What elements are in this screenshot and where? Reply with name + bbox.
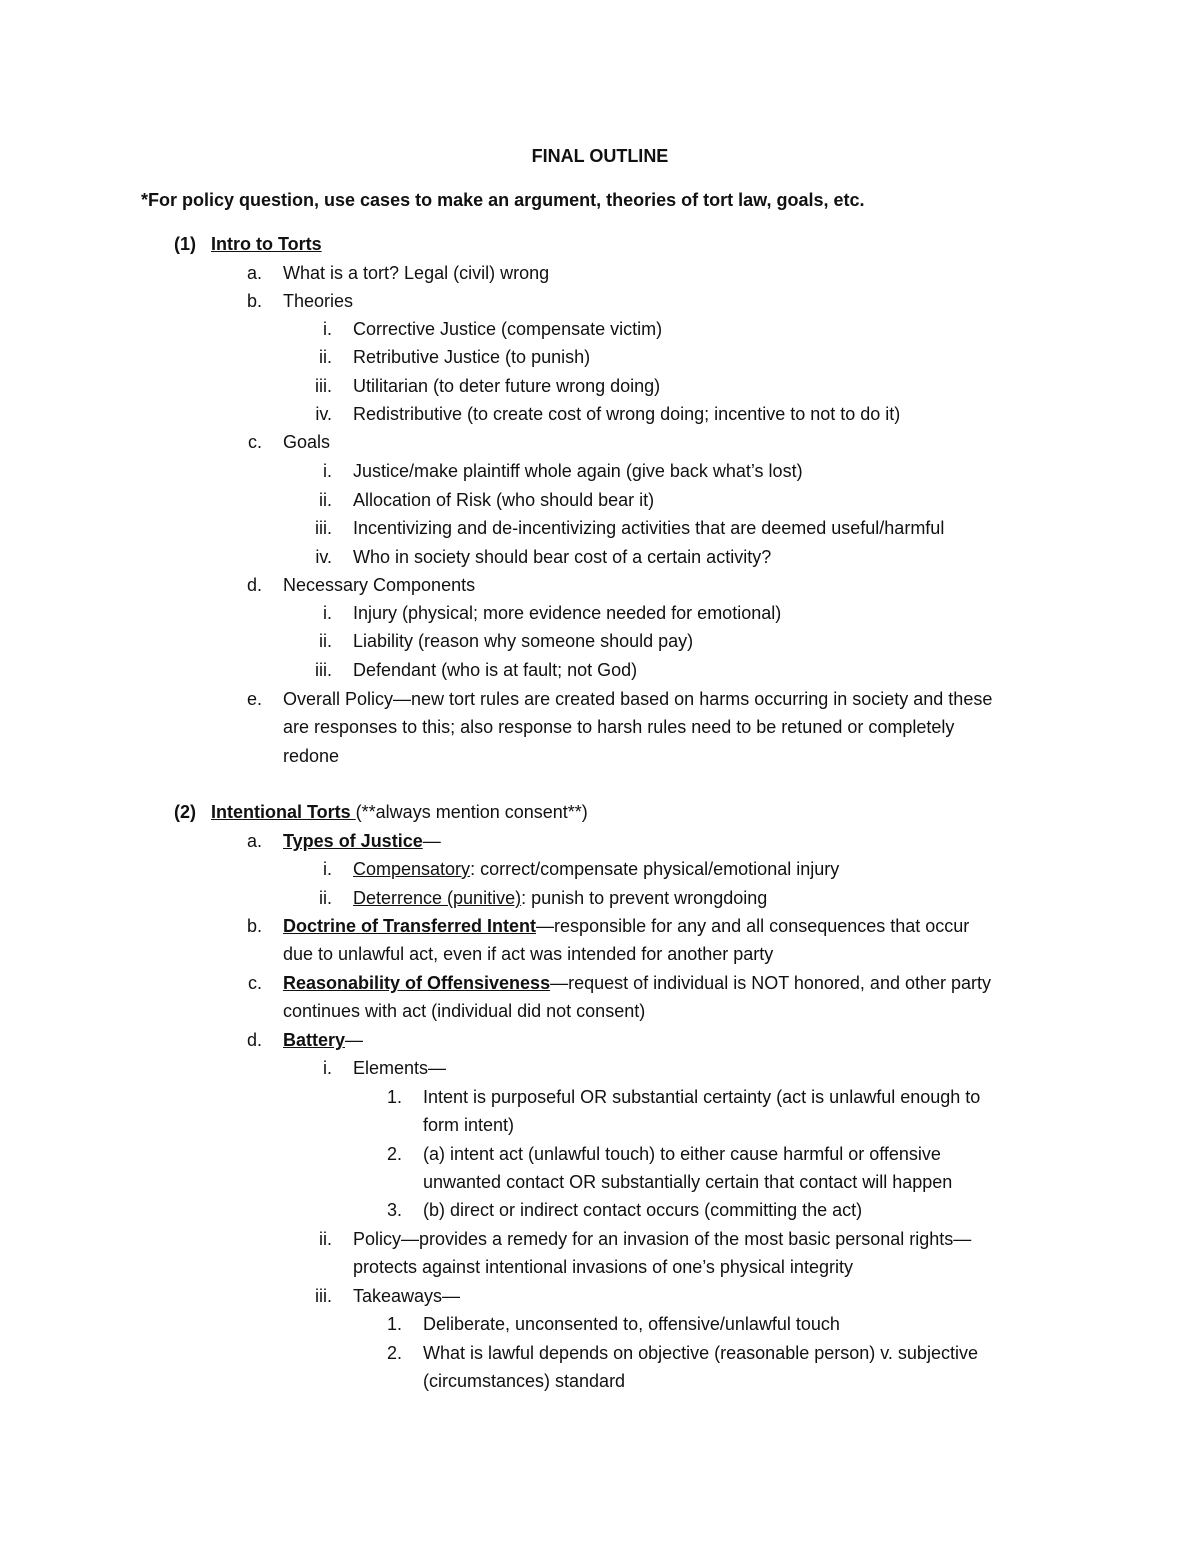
list-item: Liability (reason why someone should pay) (353, 631, 694, 651)
policy-note: *For policy question, use cases to make an argument, theories of tort law, goals, etc. (141, 190, 865, 210)
list-item: Utilitarian (to deter future wrong doing) (353, 376, 661, 396)
item-marker: a. (246, 263, 262, 283)
list-item (283, 972, 991, 994)
item-marker: i. (323, 859, 332, 879)
term-definition: —responsible for any and all consequences that occur (536, 916, 970, 936)
document-title: FINAL OUTLINE (531, 146, 669, 166)
list-item (283, 830, 441, 852)
term-label: Battery (283, 1030, 346, 1050)
term-label: Doctrine of Transferred Intent (283, 916, 537, 936)
term-dash: — (345, 1030, 364, 1050)
section-2-heading-note: (**always mention consent**) (355, 802, 588, 822)
list-item-continuation: redone (283, 746, 340, 766)
list-item: Retributive Justice (to punish) (353, 347, 591, 367)
item-marker: c. (247, 432, 262, 452)
term-definition: : punish to prevent wrongdoing (521, 888, 768, 908)
list-item: Intent is purposeful OR substantial certainty (act is unlawful enough to (423, 1087, 981, 1107)
section-2-number: (2) (174, 802, 196, 822)
item-marker: c. (247, 973, 262, 993)
list-item: Deliberate, unconsented to, offensive/unlawful touch (423, 1314, 840, 1334)
item-marker: iii. (315, 660, 332, 680)
term-label: Reasonability of Offensiveness (283, 973, 551, 993)
item-marker: i. (323, 461, 332, 481)
list-item-continuation: continues with act (individual did not consent) (283, 1001, 646, 1021)
list-item: Overall Policy—new tort rules are created based on harms occurring in society and these (283, 689, 993, 709)
list-item: Necessary Components (283, 575, 476, 595)
section-2-heading-line (211, 801, 588, 823)
list-item (283, 915, 969, 937)
list-item: Takeaways— (353, 1286, 461, 1306)
term-dash: — (422, 831, 441, 851)
term-definition: —request of individual is NOT honored, and other party (550, 973, 992, 993)
item-marker: ii. (319, 631, 332, 651)
section-1-number: (1) (174, 234, 196, 254)
item-marker: i. (323, 1058, 332, 1078)
list-item-continuation: protects against intentional invasions of one’s physical integrity (353, 1257, 853, 1277)
section-1-heading: Intro to Torts (211, 234, 322, 254)
term-label: Types of Justice (283, 831, 423, 851)
list-item: Elements— (353, 1058, 447, 1078)
list-item-continuation: unwanted contact OR substantially certain that contact will happen (423, 1172, 953, 1192)
list-item: Incentivizing and de-incentivizing activities that are deemed useful/harmful (353, 518, 945, 538)
item-marker: ii. (319, 888, 332, 908)
list-item: Goals (283, 432, 331, 452)
list-item-continuation: due to unlawful act, even if act was intended for another party (283, 944, 774, 964)
item-marker: 2. (386, 1144, 402, 1164)
item-marker: iii. (315, 376, 332, 396)
list-item-continuation: are responses to this; also response to harsh rules need to be retuned or completely (283, 717, 955, 737)
list-item: (a) intent act (unlawful touch) to either cause harmful or offensive (423, 1144, 941, 1164)
term-definition: : correct/compensate physical/emotional injury (470, 859, 840, 879)
list-item-continuation: form intent) (423, 1115, 515, 1135)
item-marker: ii. (319, 347, 332, 367)
list-item: (b) direct or indirect contact occurs (committing the act) (423, 1200, 863, 1220)
list-item: What is lawful depends on objective (reasonable person) v. subjective (423, 1343, 978, 1363)
list-item: Policy—provides a remedy for an invasion of the most basic personal rights— (353, 1229, 972, 1249)
list-item: Redistributive (to create cost of wrong doing; incentive to not to do it) (353, 404, 901, 424)
list-item: Theories (283, 291, 354, 311)
section-2-heading: Intentional Torts (211, 802, 356, 822)
item-marker: i. (323, 603, 332, 623)
item-marker: 3. (386, 1200, 402, 1220)
item-marker: i. (323, 319, 332, 339)
item-marker: b. (246, 916, 262, 936)
list-item: Who in society should bear cost of a certain activity? (353, 547, 772, 567)
item-marker: a. (246, 831, 262, 851)
item-marker: b. (246, 291, 262, 311)
item-marker: iv. (315, 547, 332, 567)
item-marker: 1. (386, 1087, 402, 1107)
list-item: What is a tort? Legal (civil) wrong (283, 263, 550, 283)
list-item-continuation: (circumstances) standard (423, 1371, 626, 1391)
list-item (353, 887, 767, 909)
list-item (283, 1029, 363, 1051)
list-item: Defendant (who is at fault; not God) (353, 660, 638, 680)
item-marker: iii. (315, 518, 332, 538)
term-label: Compensatory (353, 859, 471, 879)
item-marker: iii. (315, 1286, 332, 1306)
item-marker: d. (246, 575, 262, 595)
item-marker: 1. (386, 1314, 402, 1334)
item-marker: ii. (319, 1229, 332, 1249)
list-item (353, 858, 839, 880)
term-label: Deterrence (punitive) (353, 888, 522, 908)
item-marker: d. (246, 1030, 262, 1050)
list-item: Injury (physical; more evidence needed for emotional) (353, 603, 782, 623)
list-item: Corrective Justice (compensate victim) (353, 319, 663, 339)
item-marker: iv. (315, 404, 332, 424)
item-marker: ii. (319, 490, 332, 510)
item-marker: e. (246, 689, 262, 709)
list-item: Justice/make plaintiff whole again (give back what’s lost) (353, 461, 803, 481)
list-item: Allocation of Risk (who should bear it) (353, 490, 655, 510)
item-marker: 2. (386, 1343, 402, 1363)
